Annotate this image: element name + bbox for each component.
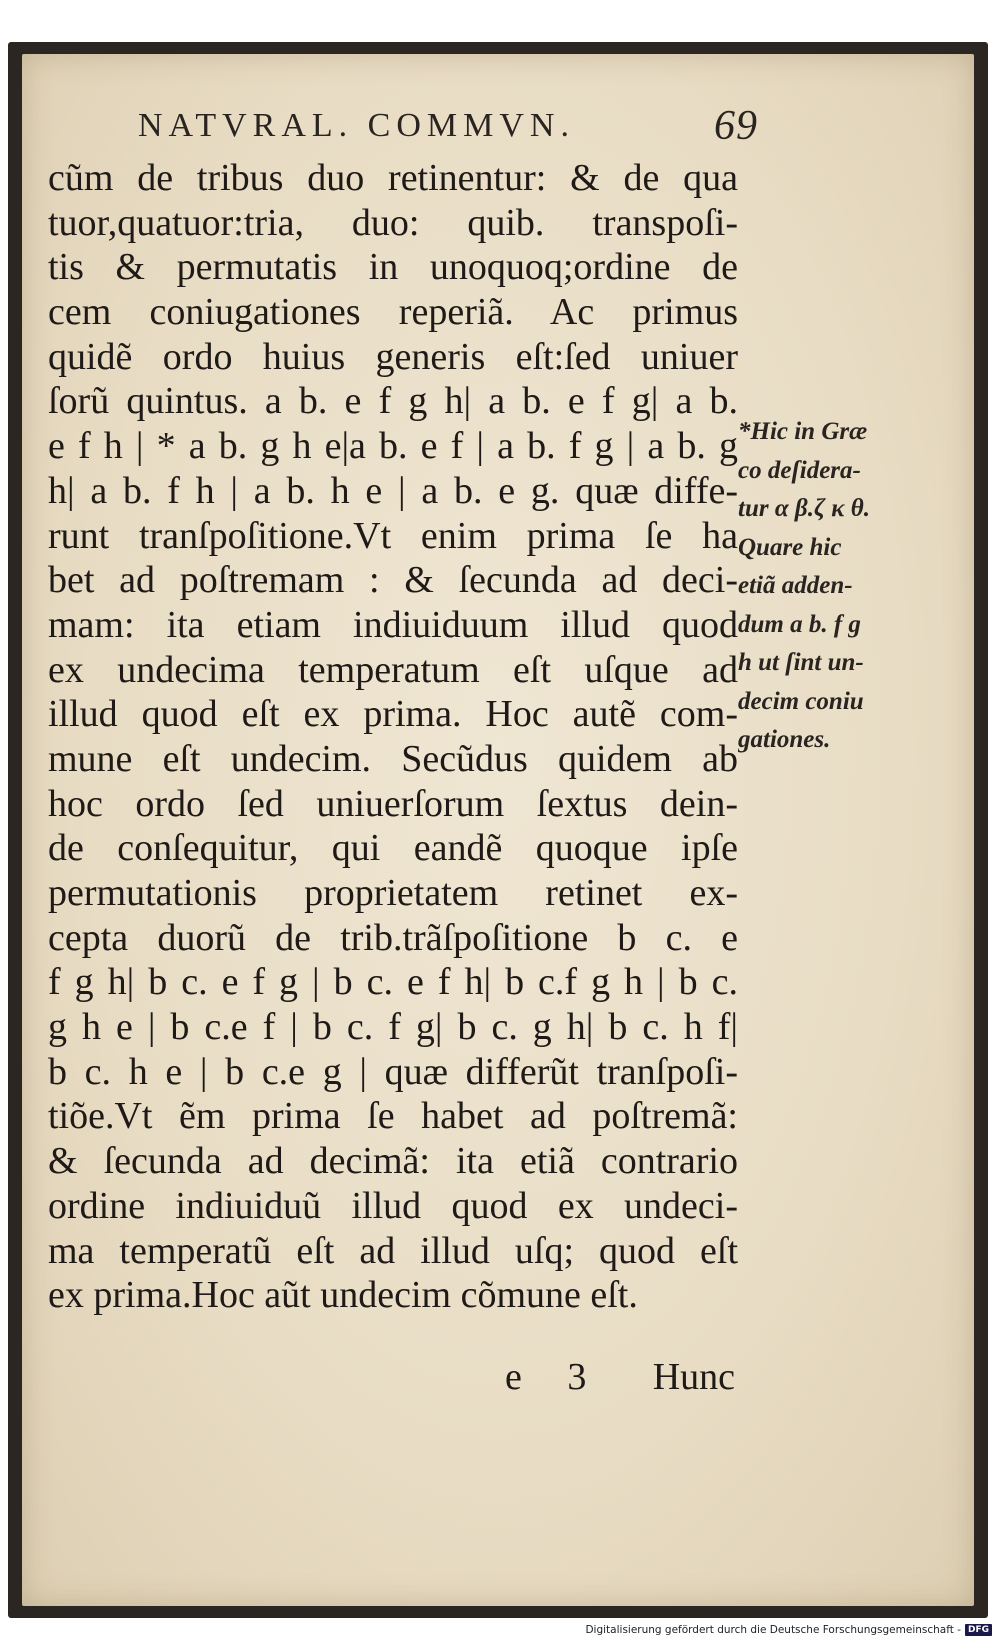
text-line: mune eſt undecim. Secũdus quidem ab	[48, 737, 738, 780]
text-line: & ſecunda ad decimã: ita etiã contrario	[48, 1140, 738, 1183]
text-line: h| a b. f h | a b. h e | a b. e g. quæ diffe-	[48, 469, 738, 512]
text-line: cepta duorũ de trib.trãſpoſitione b c. e	[48, 916, 738, 959]
marginal-note-line: gationes.	[738, 726, 831, 753]
marginal-note-line: *Hic in Græ	[738, 418, 868, 445]
text-line: mam: ita etiam indiuiduum illud quod	[48, 603, 738, 646]
text-line: ſorũ quintus. a b. e f g h| a b. e f g| a b.	[48, 380, 738, 423]
text-line: cũm de tribus duo retinentur: & de qua	[48, 157, 738, 199]
page-number: 69	[714, 103, 758, 149]
text-line: de conſequitur, qui eandẽ quoque ipſe	[48, 827, 738, 870]
marginal-note-line: etiã adden-	[738, 572, 853, 599]
text-line: ordine indiuiduũ illud quod ex undeci-	[48, 1184, 738, 1227]
catchline	[505, 1355, 735, 1399]
marginal-note-line: dum a b. f g	[738, 610, 861, 638]
text-line: f g h| b c. e f g | b c. e f h| b c.f g h | b c.	[48, 961, 738, 1004]
marginal-note	[738, 413, 898, 760]
marginal-note-line: h ut ſint un-	[738, 649, 864, 676]
page-header	[138, 96, 758, 156]
text-line: bet ad poſtremam : & ſecunda ad deci-	[48, 559, 738, 602]
text-line: permutationis proprietatem retinet ex-	[48, 872, 738, 914]
text-line: tiõe.Vt ẽm prima ſe habet ad poſtremã:	[48, 1095, 738, 1138]
text-line: b c. h e | b c.e g | quæ differũt tranſpoſi-	[48, 1050, 738, 1093]
text-line: runt tranſpoſitione.Vt enim prima ſe ha	[48, 514, 738, 557]
text-line: e f h | * a b. g h e|a b. e f | a b. f g | a b. g	[48, 425, 738, 468]
text-line: ma temperatũ eſt ad illud uſq; quod eſt	[48, 1229, 738, 1272]
marginal-note-line: decim coniu	[738, 687, 864, 715]
text-line: ex prima.Hoc aũt undecim cõmune eſt.	[48, 1274, 638, 1317]
text-line: cem coniugationes reperiã. Ac primus	[48, 291, 738, 334]
text-line: hoc ordo ſed uniuerſorum ſextus dein-	[48, 782, 738, 825]
dfg-logo-icon: DFG	[965, 1624, 992, 1636]
digitization-footer	[585, 1622, 992, 1638]
main-text-block	[48, 156, 738, 1318]
running-head: NATVRAL. COMMVN.	[138, 107, 575, 144]
marginal-note-line: co deſidera-	[738, 456, 861, 484]
signature-mark: e 3	[505, 1356, 605, 1398]
marginal-note-line: Quare hic	[738, 533, 842, 561]
text-line: tuor,quatuor:tria, duo: quib. transpoſi-	[48, 201, 738, 244]
text-line: illud quod eſt ex prima. Hoc autẽ com-	[48, 693, 738, 736]
text-line: ex undecima temperatum eſt uſque ad	[48, 648, 738, 691]
text-line: tis & permutatis in unoquoq;ordine de	[48, 246, 738, 289]
catchword: Hunc	[652, 1356, 735, 1398]
text-line: quidẽ ordo huius generis eſt:ſed uniuer	[48, 335, 738, 378]
marginal-note-line: tur α β.ζ κ θ.	[738, 495, 870, 522]
text-line: g h e | b c.e f | b c. f g| b c. g h| b c. h f|	[48, 1006, 738, 1049]
funding-credit: Digitalisierung gefördert durch die Deutsche Forschungsgemeinschaft -	[585, 1624, 961, 1636]
